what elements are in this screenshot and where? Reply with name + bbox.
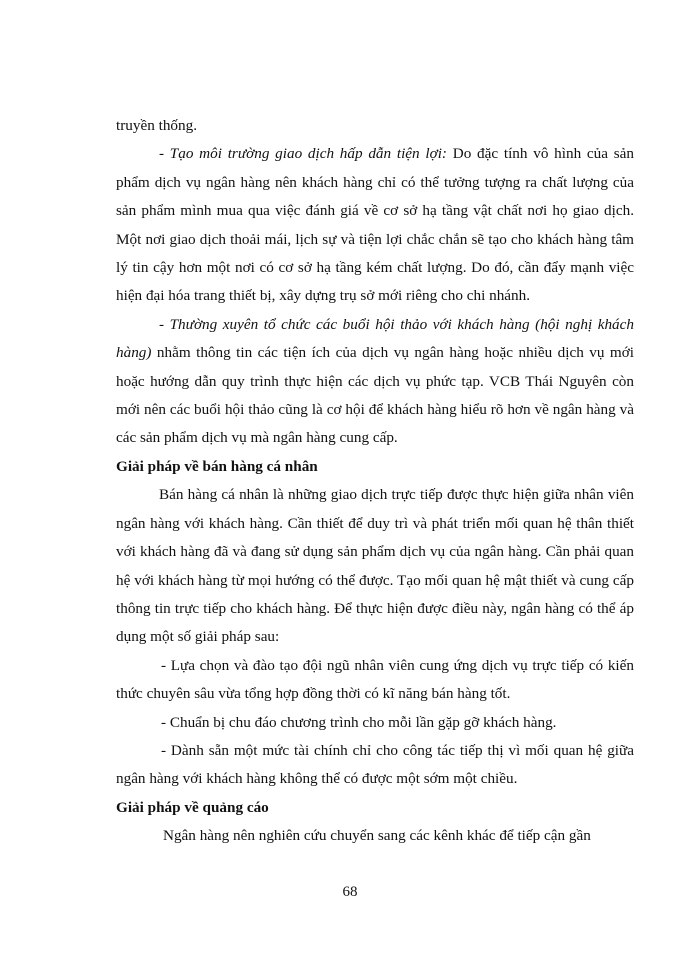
paragraph-text: nhằm thông tin các tiện ích của dịch vụ ngân hàng hoặc nhiều dịch vụ mới hoặc hướng dẫn quy trình thực hiện các dịch vụ phức tạp. VCB Thái Nguyên còn mới nên các buổi hội thảo cũng là cơ hội để khách hàng hiểu rõ hơn về ngân hàng và các sản phẩm dịch vụ mà ngân hàng cung cấp.	[116, 344, 634, 447]
paragraph-transaction-environment	[116, 140, 634, 310]
list-item: - Lựa chọn và đào tạo đội ngũ nhân viên cung ứng dịch vụ trực tiếp có kiến thức chuyên sâu vừa tổng hợp đồng thời có kĩ năng bán hàng tốt.	[116, 656, 634, 703]
italic-lead-phrase: - Tạo môi trường giao dịch hấp dẫn tiện lợi:	[159, 145, 447, 163]
paragraph-text: Do đặc tính vô hình của sản phẩm dịch vụ ngân hàng nên khách hàng chỉ có thể tưởng tượng ra chất lượng của sản phẩm mình mua qua việc đánh giá về cơ sở hạ tầng vật chất nơi họ giao dịch. Một nơi giao dịch thoải mái, lịch sự và tiện lợi chắc chắn sẽ tạo cho khách hàng tâm lý tin cậy hơn một nơi có cơ sở hạ tầng kém chất lượng. Do đó, cần đẩy mạnh việc hiện đại hóa trang thiết bị, xây dựng trụ sở mới riêng cho chi nhánh.	[116, 145, 634, 305]
italic-lead-phrase: - Thường xuyên tổ chức các buổi hội thảo với khách hàng (hội nghị khách hàng)	[116, 315, 634, 362]
page-body	[116, 112, 634, 851]
list-item: - Chuẩn bị chu đáo chương trình cho mỗi lần gặp gỡ khách hàng.	[161, 713, 557, 731]
heading-personal-selling: Giải pháp về bán hàng cá nhân	[116, 457, 318, 475]
paragraph-customer-seminars	[116, 311, 634, 453]
paragraph-personal-selling: Bán hàng cá nhân là những giao dịch trực tiếp được thực hiện giữa nhân viên ngân hàng với khách hàng. Cần thiết để duy trì và phát triển mối quan hệ thân thiết với khách hàng đã và đang sử dụng sản phẩm dịch vụ của ngân hàng. Cần phải quan hệ với khách hàng từ mọi hướng có thể được. Tạo mối quan hệ mật thiết và cung cấp thông tin trực tiếp cho khách hàng. Để thực hiện được điều này, ngân hàng có thể áp dụng một số giải pháp sau:	[116, 486, 634, 646]
list-item: - Dành sẵn một mức tài chính chỉ cho công tác tiếp thị vì mối quan hệ giữa ngân hàng với khách hàng không thể có được một sớm một chiều.	[116, 741, 634, 788]
paragraph-continuation: truyền thống.	[116, 117, 197, 134]
paragraph-advertising: Ngân hàng nên nghiên cứu chuyển sang các kênh khác để tiếp cận gần	[163, 827, 591, 845]
page-number: 68	[342, 884, 358, 900]
heading-advertising: Giải pháp về quảng cáo	[116, 798, 269, 816]
